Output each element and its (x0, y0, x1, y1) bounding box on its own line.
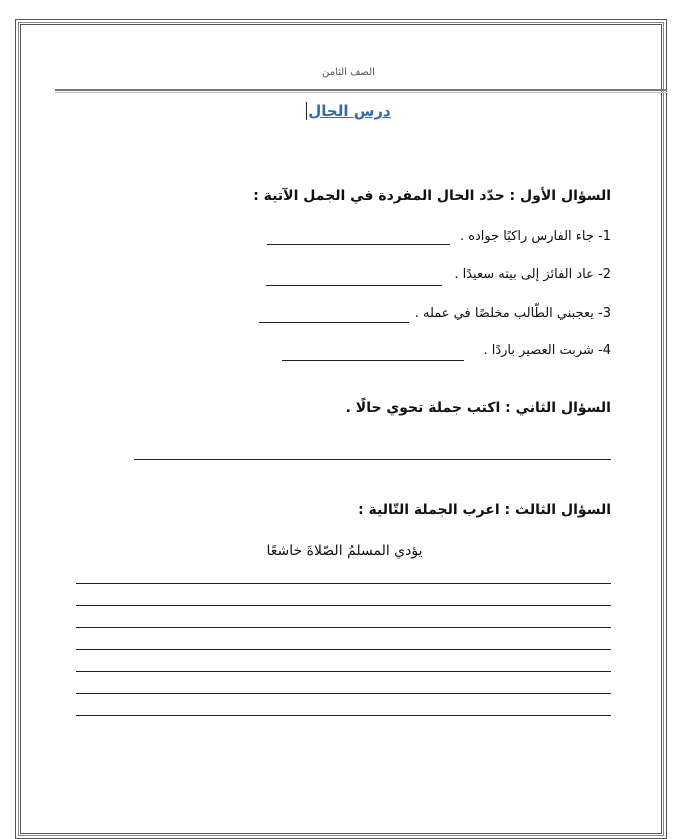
parse-sentence-text: يؤدي المسلمُ الصّلاةَ خاشعًا (266, 543, 423, 559)
question-3-heading: السؤال الثالث : اعرب الجملة التّالية : (358, 502, 611, 518)
answer-blank-3[interactable] (259, 322, 409, 323)
question-1-item-2: 2- عاد الفائز إلى بيته سعيدًا . (454, 267, 611, 282)
question-1-item-4: 4- شربت العصير باردًا . (483, 343, 611, 358)
answer-line-q3-5[interactable] (76, 671, 611, 672)
question-1-heading: السؤال الأول : حدّد الحال المفردة في الجمل الآتية : (253, 188, 611, 204)
question-1-item-1: 1- جاء الفارس راكبًا جواده . (459, 229, 611, 244)
answer-line-q3-2[interactable] (76, 605, 611, 606)
question-2-heading: السؤال الثاني : اكتب جملة تحوي حالًا . (345, 400, 611, 416)
grade-label: الصف الثامن (322, 67, 375, 78)
answer-line-q3-1[interactable] (76, 583, 611, 584)
parse-sentence (0, 543, 697, 559)
question-1-item-3: 3- يعجبني الطّالب مخلصًا في عمله . (414, 306, 611, 321)
answer-line-q3-4[interactable] (76, 649, 611, 650)
lesson-title-text: درس الحال (308, 102, 391, 120)
answer-blank-1[interactable] (267, 244, 450, 245)
answer-blank-2[interactable] (266, 285, 442, 286)
header-rule (55, 89, 667, 93)
answer-line-q3-6[interactable] (76, 693, 611, 694)
page-border (15, 19, 667, 839)
answer-line-q2[interactable] (134, 459, 611, 460)
answer-line-q3-3[interactable] (76, 627, 611, 628)
answer-line-q3-7[interactable] (76, 715, 611, 716)
answer-blank-4[interactable] (282, 360, 464, 361)
lesson-title (0, 101, 697, 120)
